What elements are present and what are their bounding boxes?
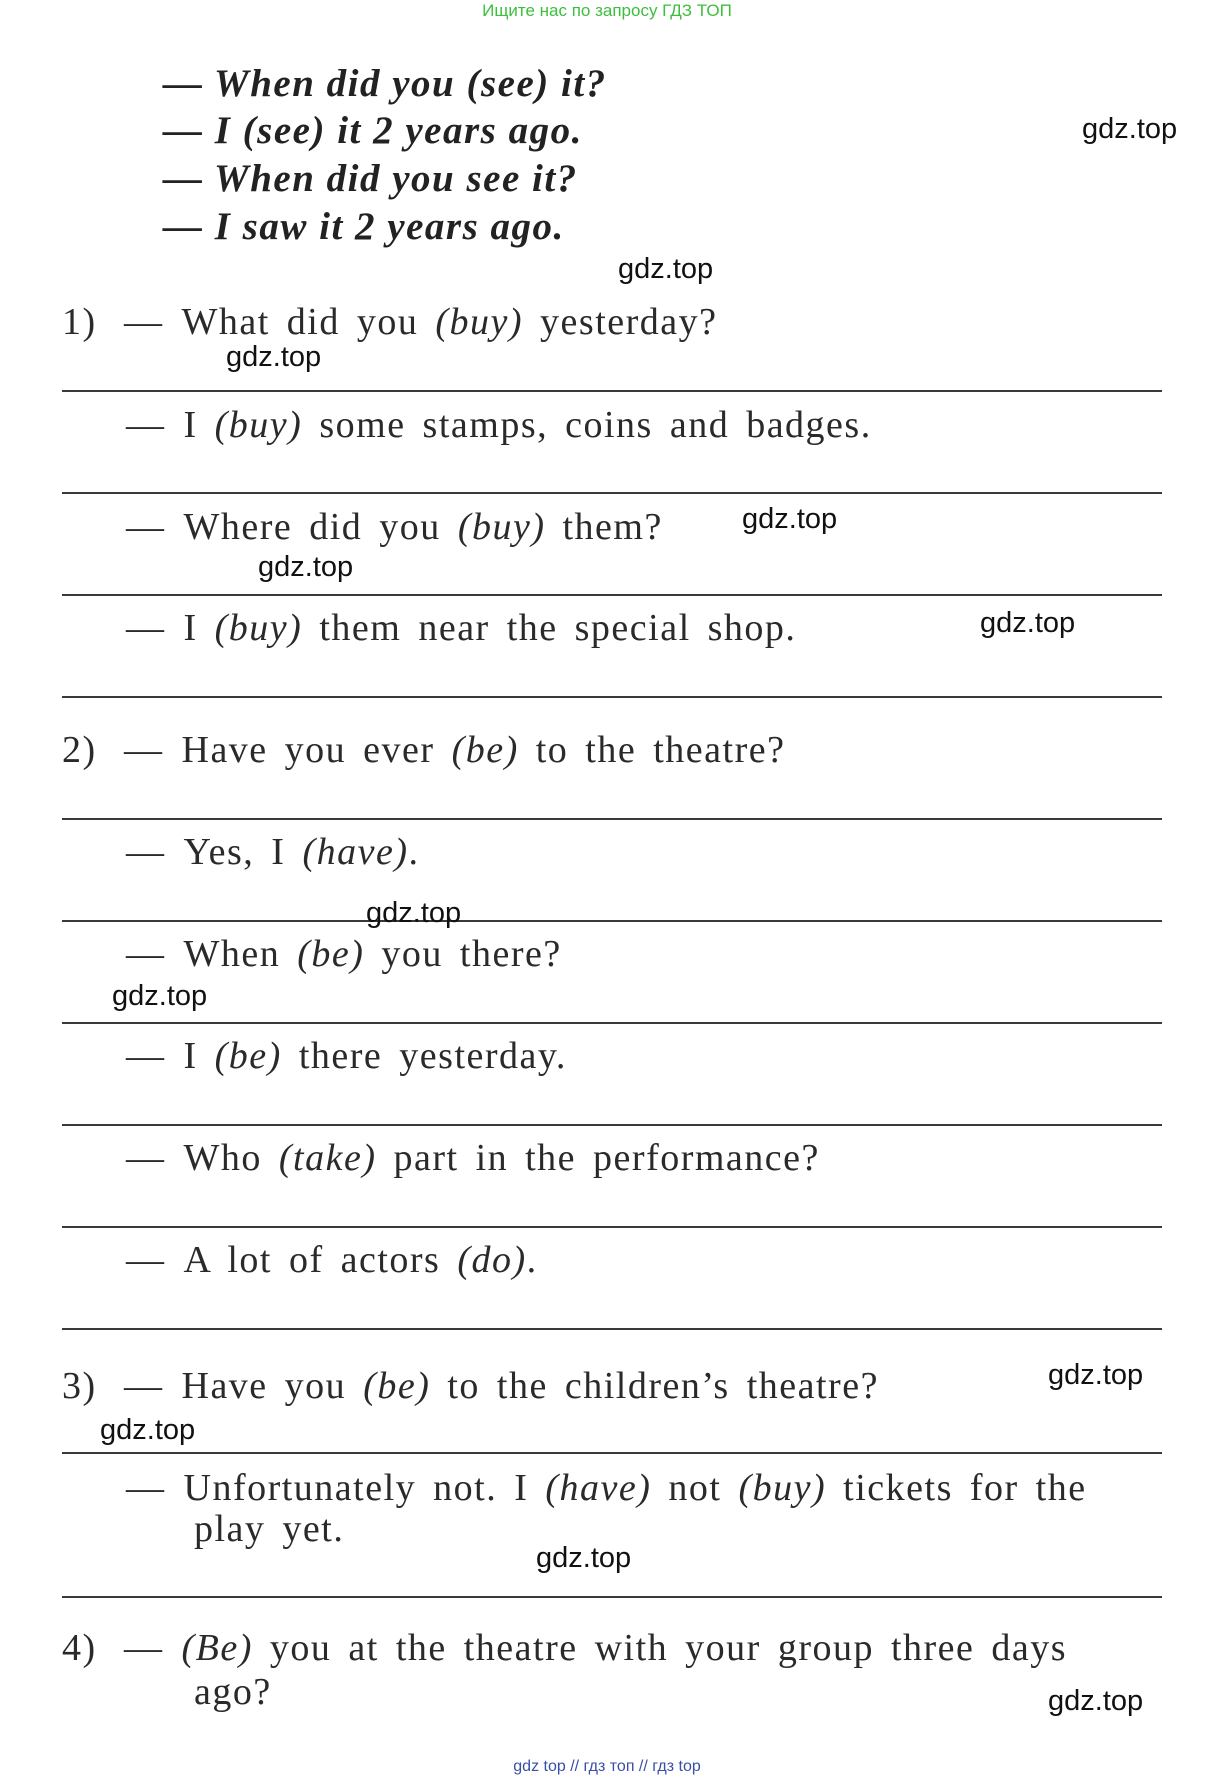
watermark: gdz.top bbox=[1082, 113, 1178, 145]
footer-links[interactable]: gdz top // гдз топ // гдз top bbox=[513, 1758, 701, 1775]
answer-line[interactable] bbox=[62, 920, 1162, 922]
watermark: gdz.top bbox=[1048, 1685, 1144, 1717]
ex3-line-2-cont: play yet. bbox=[194, 1508, 345, 1550]
answer-line[interactable] bbox=[62, 1124, 1162, 1126]
ex3-number: 3) bbox=[62, 1365, 97, 1407]
example-line-4: — I saw it 2 years ago. bbox=[163, 205, 565, 248]
watermark: gdz.top bbox=[618, 253, 714, 285]
ex1-question-1: 1) — What did you (buy) yesterday? bbox=[62, 301, 718, 343]
example-line-3: — When did you see it? bbox=[163, 157, 578, 200]
answer-line[interactable] bbox=[62, 1328, 1162, 1330]
ex1-line-4: — I (buy) them near the special shop. bbox=[126, 607, 797, 649]
answer-line[interactable] bbox=[62, 492, 1162, 494]
ex2-line-2: — Yes, I (have). bbox=[126, 831, 420, 873]
watermark: gdz.top bbox=[112, 980, 208, 1012]
ex3-question-1: 3) — Have you (be) to the children’s theatre? bbox=[62, 1365, 879, 1407]
watermark: gdz.top bbox=[226, 341, 322, 373]
watermark: gdz.top bbox=[366, 897, 462, 929]
ex4-number: 4) bbox=[62, 1627, 97, 1669]
ex3-line-2: — Unfortunately not. I (have) not (buy) tickets for the bbox=[126, 1467, 1087, 1509]
ex2-number: 2) bbox=[62, 729, 97, 771]
ex1-line-3: — Where did you (buy) them? bbox=[126, 506, 663, 548]
answer-line[interactable] bbox=[62, 594, 1162, 596]
ex2-line-4: — I (be) there yesterday. bbox=[126, 1035, 567, 1077]
watermark: gdz.top bbox=[100, 1414, 196, 1446]
ex4-line-1-cont: ago? bbox=[194, 1671, 272, 1713]
ex2-line-3: — When (be) you there? bbox=[126, 933, 562, 975]
answer-line[interactable] bbox=[62, 1596, 1162, 1598]
answer-line[interactable] bbox=[62, 696, 1162, 698]
watermark: gdz.top bbox=[258, 551, 354, 583]
search-banner[interactable]: Ищите нас по запросу ГДЗ ТОП bbox=[482, 1, 732, 20]
ex2-line-5: — Who (take) part in the performance? bbox=[126, 1137, 820, 1179]
example-line-1: — When did you (see) it? bbox=[163, 62, 607, 105]
ex1-number: 1) bbox=[62, 301, 97, 343]
watermark: gdz.top bbox=[1048, 1359, 1144, 1391]
watermark: gdz.top bbox=[536, 1542, 632, 1574]
watermark: gdz.top bbox=[742, 503, 838, 535]
answer-line[interactable] bbox=[62, 1226, 1162, 1228]
ex4-question-1: 4) — (Be) you at the theatre with your group three days bbox=[62, 1627, 1068, 1669]
ex2-question-1: 2) — Have you ever (be) to the theatre? bbox=[62, 729, 786, 771]
answer-line[interactable] bbox=[62, 1022, 1162, 1024]
answer-line[interactable] bbox=[62, 390, 1162, 392]
answer-line[interactable] bbox=[62, 818, 1162, 820]
watermark: gdz.top bbox=[980, 607, 1076, 639]
example-line-2: — I (see) it 2 years ago. bbox=[163, 109, 583, 152]
ex2-line-6: — A lot of actors (do). bbox=[126, 1239, 538, 1281]
ex1-line-2: — I (buy) some stamps, coins and badges. bbox=[126, 404, 872, 446]
answer-line[interactable] bbox=[62, 1452, 1162, 1454]
